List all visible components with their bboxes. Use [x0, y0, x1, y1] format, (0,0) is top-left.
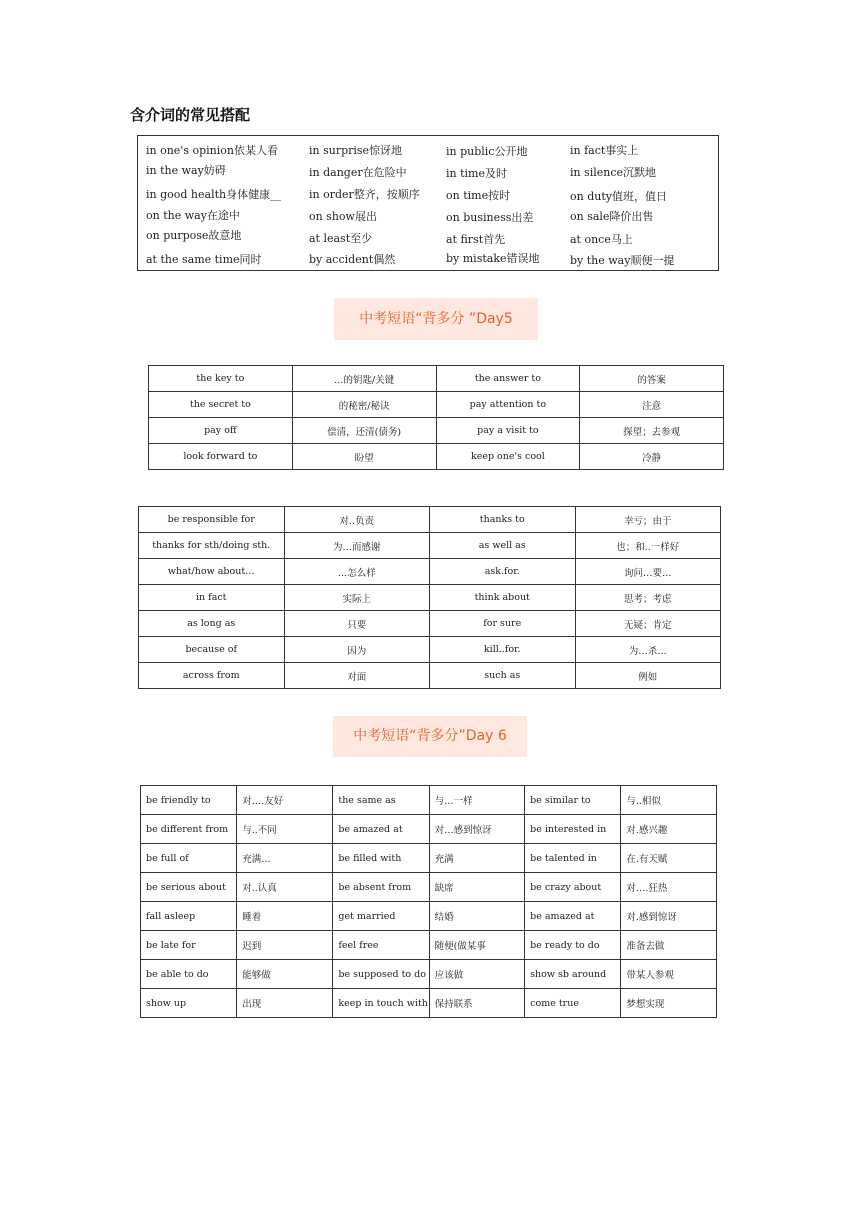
meaning-cell: 对.感兴趣	[621, 815, 717, 844]
meaning-cell: 探望；去参观	[580, 418, 724, 444]
meaning-cell: 偿清，还清(债务)	[292, 418, 436, 444]
phrase-cell: keep one's cool	[436, 444, 580, 470]
meaning-cell: 例如	[575, 663, 721, 689]
table-row	[139, 533, 721, 559]
phrase-cell: in surprise惊讶地	[309, 144, 403, 157]
phrase-cell: kill..for.	[430, 637, 576, 663]
meaning-cell: …的钥匙/关键	[292, 366, 436, 392]
table-row	[141, 786, 717, 815]
phrase-cell: such as	[430, 663, 576, 689]
phrase-cell: in the way妨碍	[146, 164, 226, 177]
phrase-cell: come true	[525, 989, 621, 1018]
phrase-cell: by mistake错误地	[446, 252, 540, 265]
phrase-cell: feel free	[333, 931, 429, 960]
phrase-cell: in public公开地	[446, 145, 528, 158]
phrase-cell: be late for	[141, 931, 237, 960]
phrase-cell: in fact	[139, 585, 285, 611]
phrase-cell: ask.for.	[430, 559, 576, 585]
meaning-cell: 的秘密/秘诀	[292, 392, 436, 418]
meaning-cell: 迟到	[237, 931, 333, 960]
phrase-cell: be talented in	[525, 844, 621, 873]
meaning-cell: 随便(做某事	[429, 931, 525, 960]
phrase-cell: because of	[139, 637, 285, 663]
meaning-cell: 能够做	[237, 960, 333, 989]
phrase-cell: pay off	[149, 418, 293, 444]
meaning-cell: 缺席	[429, 873, 525, 902]
phrase-cell: be crazy about	[525, 873, 621, 902]
meaning-cell: 对.感到惊讶	[621, 902, 717, 931]
meaning-cell: 出现	[237, 989, 333, 1018]
meaning-cell: 充满…	[237, 844, 333, 873]
phrase-cell: what/how about…	[139, 559, 285, 585]
phrase-cell: be amazed at	[525, 902, 621, 931]
meaning-cell: 只要	[284, 611, 430, 637]
phrase-cell: at the same time同时	[146, 253, 262, 266]
phrase-cell: for sure	[430, 611, 576, 637]
table-row	[141, 931, 717, 960]
meaning-cell: 在.有天赋	[621, 844, 717, 873]
meaning-cell: 结婚	[429, 902, 525, 931]
day5-banner: 中考短语“背多分 ”Day5	[334, 298, 538, 340]
table-row	[139, 637, 721, 663]
phrase-cell: in good health身体健康__	[146, 188, 282, 201]
meaning-cell: 对..认真	[237, 873, 333, 902]
meaning-cell: 睡着	[237, 902, 333, 931]
meaning-cell: 对面	[284, 663, 430, 689]
page-title: 含介词的常见搭配	[130, 106, 251, 124]
phrase-cell: at once马上	[570, 233, 633, 246]
phrase-cell: show up	[141, 989, 237, 1018]
phrase-cell: thanks to	[430, 507, 576, 533]
meaning-cell: 对….狂热	[621, 873, 717, 902]
phrase-cell: think about	[430, 585, 576, 611]
phrase-cell: on the way在途中	[146, 209, 240, 222]
phrase-cell: be supposed to do	[333, 960, 429, 989]
meaning-cell: 冷静	[580, 444, 724, 470]
table-row	[149, 366, 724, 392]
phrase-cell: pay a visit to	[436, 418, 580, 444]
phrase-cell: by the way顺便一提	[570, 254, 675, 267]
phrase-cell: on time按时	[446, 189, 511, 202]
meaning-cell: 保持联系	[429, 989, 525, 1018]
meaning-cell: 带某人参观	[621, 960, 717, 989]
phrase-cell: get married	[333, 902, 429, 931]
day5-phrase-table-b	[138, 506, 721, 689]
meaning-cell: 的答案	[580, 366, 724, 392]
phrase-cell: be filled with	[333, 844, 429, 873]
phrase-cell: on purpose故意地	[146, 229, 242, 242]
meaning-cell: 对..负责	[284, 507, 430, 533]
phrase-cell: look forward to	[149, 444, 293, 470]
phrase-cell: at first首先	[446, 233, 506, 246]
phrase-cell: in fact事实上	[570, 144, 639, 157]
meaning-cell: 盼望	[292, 444, 436, 470]
phrase-cell: be ready to do	[525, 931, 621, 960]
phrase-cell: be full of	[141, 844, 237, 873]
meaning-cell: 准备去做	[621, 931, 717, 960]
phrase-cell: in danger在危险中	[309, 166, 407, 179]
meaning-cell: 梦想实现	[621, 989, 717, 1018]
phrase-cell: thanks for sth/doing sth.	[139, 533, 285, 559]
phrase-cell: be friendly to	[141, 786, 237, 815]
table-row	[141, 844, 717, 873]
day6-phrase-table	[140, 785, 717, 1018]
phrase-cell: the same as	[333, 786, 429, 815]
phrase-cell: be able to do	[141, 960, 237, 989]
table-row	[139, 507, 721, 533]
meaning-cell: 幸亏；由于	[575, 507, 721, 533]
meaning-cell: 询问…要…	[575, 559, 721, 585]
table-row	[149, 444, 724, 470]
phrase-cell: show sb around	[525, 960, 621, 989]
meaning-cell: 充满	[429, 844, 525, 873]
phrase-cell: at least至少	[309, 232, 373, 245]
phrase-cell: as well as	[430, 533, 576, 559]
meaning-cell: 为…而感谢	[284, 533, 430, 559]
phrase-cell: be serious about	[141, 873, 237, 902]
phrase-cell: fall asleep	[141, 902, 237, 931]
phrase-cell: as long as	[139, 611, 285, 637]
phrase-cell: on duty值班，值日	[570, 190, 667, 203]
phrase-cell: on show展出	[309, 210, 377, 223]
phrase-cell: in one's opinion依某人看	[146, 144, 278, 157]
phrase-cell: in order整齐，按顺序	[309, 188, 420, 201]
meaning-cell: 与…一样	[429, 786, 525, 815]
table-row	[141, 902, 717, 931]
meaning-cell: 与..相似	[621, 786, 717, 815]
phrase-cell: the key to	[149, 366, 293, 392]
meaning-cell: 为…杀…	[575, 637, 721, 663]
phrase-cell: on sale降价出售	[570, 210, 654, 223]
phrase-cell: be interested in	[525, 815, 621, 844]
table-row	[149, 418, 724, 444]
day5-phrase-table-a	[148, 365, 724, 470]
meaning-cell: 与..不同	[237, 815, 333, 844]
meaning-cell: 无疑；肯定	[575, 611, 721, 637]
phrase-cell: be absent from	[333, 873, 429, 902]
table-row	[139, 559, 721, 585]
phrase-cell: be responsible for	[139, 507, 285, 533]
meaning-cell: 对…感到惊讶	[429, 815, 525, 844]
phrase-cell: be similar to	[525, 786, 621, 815]
phrase-cell: by accident偶然	[309, 253, 396, 266]
phrase-cell: be amazed at	[333, 815, 429, 844]
meaning-cell: 思考；考虑	[575, 585, 721, 611]
meaning-cell: 应该做	[429, 960, 525, 989]
meaning-cell: 也；和..一样好	[575, 533, 721, 559]
table-row	[139, 585, 721, 611]
phrase-cell: across from	[139, 663, 285, 689]
phrase-cell: keep in touch with	[333, 989, 429, 1018]
table-row	[141, 960, 717, 989]
meaning-cell: 注意	[580, 392, 724, 418]
meaning-cell: …怎么样	[284, 559, 430, 585]
phrase-cell: be different from	[141, 815, 237, 844]
phrase-cell: in time及时	[446, 167, 507, 180]
table-row	[139, 611, 721, 637]
phrase-cell: in silence沉默地	[570, 166, 657, 179]
table-row	[139, 663, 721, 689]
table-row	[149, 392, 724, 418]
phrase-cell: on business出差	[446, 211, 534, 224]
table-row	[141, 873, 717, 902]
preposition-phrase-box	[137, 135, 719, 271]
day6-banner: 中考短语“背多分”Day 6	[333, 716, 527, 757]
meaning-cell: 因为	[284, 637, 430, 663]
table-row	[141, 989, 717, 1018]
phrase-cell: the secret to	[149, 392, 293, 418]
phrase-cell: the answer to	[436, 366, 580, 392]
meaning-cell: 对….友好	[237, 786, 333, 815]
meaning-cell: 实际上	[284, 585, 430, 611]
table-row	[141, 815, 717, 844]
phrase-cell: pay attention to	[436, 392, 580, 418]
